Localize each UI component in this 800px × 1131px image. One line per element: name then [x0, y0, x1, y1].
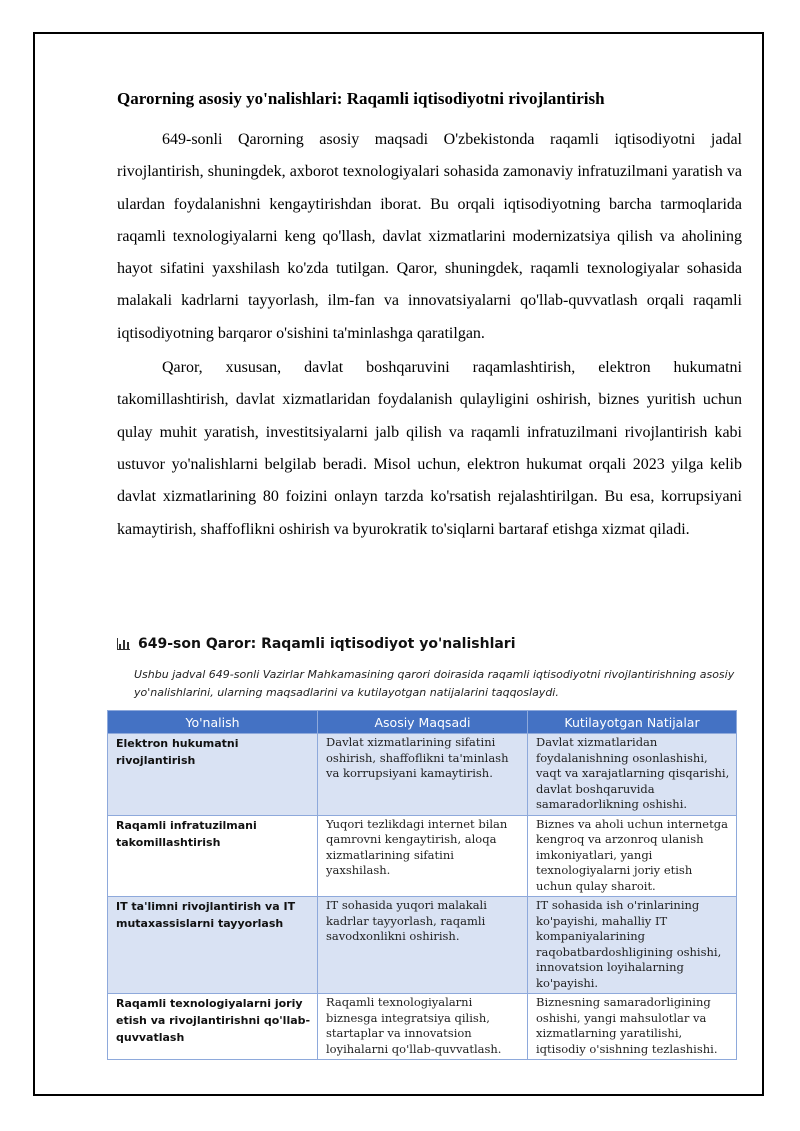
table-title-text: 649-son Qaror: Raqamli iqtisodiyot yo'nalishlari — [138, 636, 516, 652]
column-header-result: Kutilayotgan Natijalar — [528, 711, 737, 734]
table-title — [117, 636, 516, 652]
cell-result: IT sohasida ish o'rinlarining ko'payishi, mahalliy IT kompaniyalarining raqobatbardoshligining oshishi, innovatsion loyihalarning ko'payishi. — [528, 897, 737, 994]
table-row — [108, 815, 737, 897]
table-row — [108, 897, 737, 994]
cell-direction: Raqamli infratuzilmani takomillashtirish — [108, 815, 318, 897]
cell-goal: IT sohasida yuqori malakali kadrlar tayyorlash, raqamli savodxonlikni oshirish. — [318, 897, 528, 994]
section-heading: Qarorning asosiy yo'nalishlari: Raqamli iqtisodiyotni rivojlantirish — [117, 89, 605, 108]
cell-goal: Davlat xizmatlarining sifatini oshirish, shaffoflikni ta'minlash va korrupsiyani kamaytirish. — [318, 734, 528, 816]
cell-result: Biznes va aholi uchun internetga kengroq va arzonroq ulanish imkoniyatlari, yangi texnologiyalarni joriy etish uchun qulay sharoit. — [528, 815, 737, 897]
paragraph-1: 649-sonli Qarorning asosiy maqsadi O'zbekistonda raqamli iqtisodiyotni jadal rivojlantirish, shuningdek, axborot texnologiyalari sohasida zamonaviy infratuzilmani yaratish va ulardan foydalanishni kengaytirishdan iborat. Bu orqali iqtisodiyotning barcha tarmoqlarida raqamli texnologiyalarni keng qo'llash, davlat xizmatlarini modernizatsiya qilish va aholining hayot sifatini yaxshilash ko'zda tutilgan. Qaror, shuningdek, raqamli texnologiyalar sohasida malakali kadrlarni tayyorlash, ilm-fan va innovatsiyalarni qo'llab-quvvatlash orqali raqamli iqtisodiyotning barqaror o'sishini ta'minlashga qaratilgan. — [117, 131, 742, 342]
table-caption: Ushbu jadval 649-sonli Vazirlar Mahkamasining qarori doirasida raqamli iqtisodiyotni rivojlantirishning asosiy yo'nalishlarini, ularning maqsadlarini va kutilayotgan natijalarini taqqoslaydi. — [134, 668, 735, 699]
cell-goal: Raqamli texnologiyalarni biznesga integratsiya qilish, startaplar va innovatsion loyihalarni qo'llab-quvvatlash. — [318, 994, 528, 1060]
bar-chart-icon — [117, 638, 130, 650]
column-header-direction: Yo'nalish — [108, 711, 318, 734]
cell-direction: Raqamli texnologiyalarni joriy etish va rivojlantirishni qo'llab-quvvatlash — [108, 994, 318, 1060]
cell-direction: Elektron hukumatni rivojlantirish — [108, 734, 318, 816]
paragraph-2: Qaror, xususan, davlat boshqaruvini raqamlashtirish, elektron hukumatni takomillashtirish, davlat xizmatlaridan foydalanish qulayligini oshirish, biznes yuritish uchun qulay muhit yaratish, investitsiyalarni jalb qilish va raqamli infratuzilmani rivojlantirish kabi ustuvor yo'nalishlarni belgilab beradi. Misol uchun, elektron hukumat orqali 2023 yilga kelib davlat xizmatlarining 80 foizini onlayn tarzda ko'rsatish rejalashtirilgan. Bu esa, korrupsiyani kamaytirish, shaffoflikni oshirish va byurokratik to'siqlarni bartaraf etishga xizmat qiladi. — [117, 359, 742, 538]
table-row — [108, 734, 737, 816]
directions-table — [107, 710, 737, 1060]
table-row — [108, 994, 737, 1060]
cell-result: Davlat xizmatlaridan foydalanishning osonlashishi, vaqt va xarajatlarning qisqarishi, davlat boshqaruvida samaradorlikning oshishi. — [528, 734, 737, 816]
cell-result: Biznesning samaradorligining oshishi, yangi mahsulotlar va xizmatlarning yaratilishi, iqtisodiy o'sishning tezlashishi. — [528, 994, 737, 1060]
cell-goal: Yuqori tezlikdagi internet bilan qamrovni kengaytirish, aloqa xizmatlarining sifatini yaxshilash. — [318, 815, 528, 897]
document-body — [117, 86, 742, 548]
cell-direction: IT ta'limni rivojlantirish va IT mutaxassislarni tayyorlash — [108, 897, 318, 994]
column-header-goal: Asosiy Maqsadi — [318, 711, 528, 734]
table-header-row — [108, 711, 737, 734]
